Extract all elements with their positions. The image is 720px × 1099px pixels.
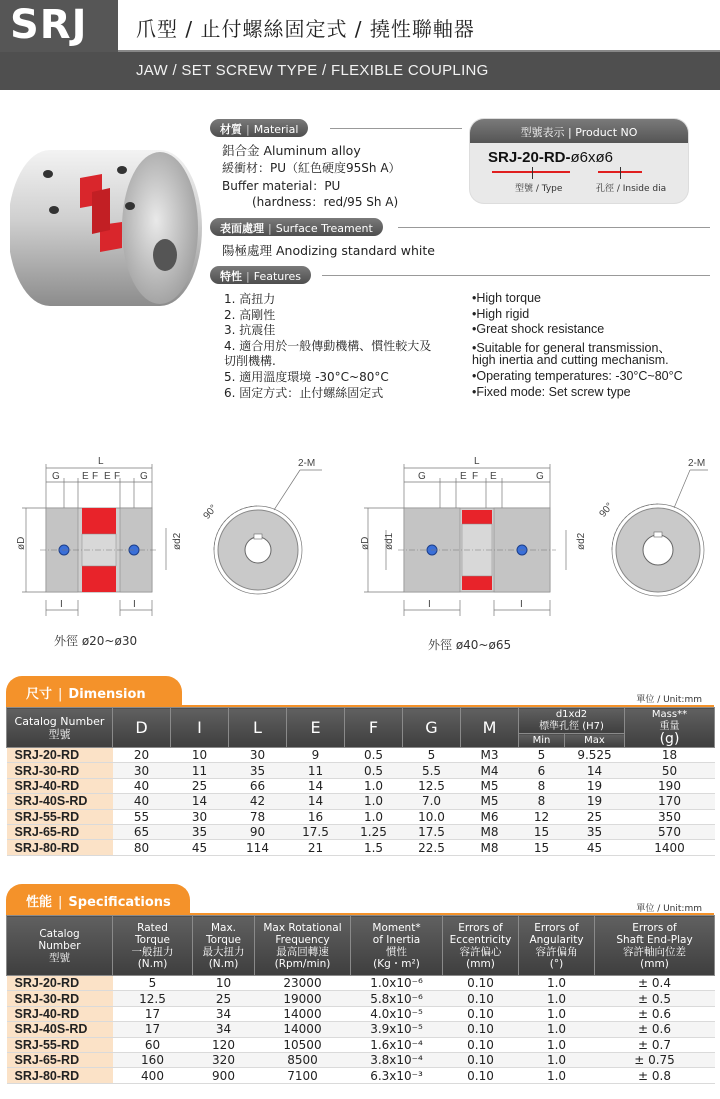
dimension-cell: 11 (287, 763, 345, 778)
spec-cell: 14000 (255, 1006, 351, 1021)
dim-label-I2-large: I (520, 599, 523, 610)
dimension-cell: 19 (565, 778, 625, 793)
feature-zh-item: 切削機構. (224, 354, 276, 369)
dim-label-d2-large: ød2 (576, 532, 587, 550)
col-E: E (287, 708, 345, 748)
dimension-cell: 30 (171, 809, 229, 824)
dimension-cell: 5 (519, 748, 565, 763)
dimension-cell: 8 (519, 794, 565, 809)
features-tab: 特性 | Features (210, 266, 311, 284)
dimension-cell: 65 (113, 824, 171, 839)
material-line-2: 緩衝材：PU（紅色硬度95Sh A） (222, 161, 401, 175)
spec-cell: 1.0 (519, 1052, 595, 1067)
product-no-header: 型號表示 | Product NO (470, 119, 688, 143)
spec-cell: 10 (193, 976, 255, 991)
spec-cell: ± 0.75 (595, 1052, 715, 1067)
feature-zh-item: 1. 高扭力 (224, 292, 276, 306)
dimension-cell: 22.5 (403, 840, 461, 855)
dim-label-E-large: E (460, 471, 467, 482)
dim-label-L: L (98, 456, 104, 467)
spec-cell: 0.10 (443, 1037, 519, 1052)
page-subtitle: JAW / SET SCREW TYPE / FLEXIBLE COUPLING (136, 62, 489, 79)
dimension-cell: 170 (625, 794, 715, 809)
spec-cell: 60 (113, 1037, 193, 1052)
spec-cell: 400 (113, 1068, 193, 1083)
dimension-cell: 14 (171, 794, 229, 809)
spec-cell: 23000 (255, 976, 351, 991)
dimension-cell: 35 (565, 824, 625, 839)
catalog-number-cell: SRJ-20-RD (7, 748, 113, 763)
dimension-row (7, 763, 715, 778)
type-label: 型號 / Type (515, 184, 563, 194)
product-photo (10, 130, 205, 310)
col-I: I (171, 708, 229, 748)
dimension-cell: 1.0 (345, 778, 403, 793)
dimension-tab: 尺寸 | Dimension (6, 676, 182, 706)
dim-label-F-large: F (472, 471, 479, 482)
dim-label-D: øD (16, 536, 27, 550)
dimension-cell: 25 (171, 778, 229, 793)
spec-cell: 1.0 (519, 1022, 595, 1037)
spec-cell: ± 0.7 (595, 1037, 715, 1052)
spec-cell: 6.3x10⁻³ (351, 1068, 443, 1083)
dimension-row (7, 748, 715, 763)
spec-col-header: Moment* of Inertia 慣性 (Kg・m²) (351, 916, 443, 976)
specification-row (7, 1006, 715, 1021)
dim-label-d1-large: ød1 (384, 532, 395, 550)
spec-cell: 5.8x10⁻⁶ (351, 991, 443, 1006)
dimension-cell: 78 (229, 809, 287, 824)
dimension-cell: 0.5 (345, 763, 403, 778)
inside-dia-label: 孔徑 / Inside dia (596, 184, 667, 194)
spec-cell: ± 0.6 (595, 1022, 715, 1037)
spec-cell: ± 0.6 (595, 1006, 715, 1021)
catalog-number-cell: SRJ-40S-RD (7, 794, 113, 809)
spec-cell: 0.10 (443, 1022, 519, 1037)
spec-cell: ± 0.4 (595, 976, 715, 991)
dim-label-I-large: I (428, 599, 431, 610)
dimension-cell: 1.0 (345, 794, 403, 809)
material-line-4: (hardness：red/95 Sh A) (252, 195, 399, 209)
spec-cell: 25 (193, 991, 255, 1006)
spec-col-header: Rated Torque 一般扭力 (N.m) (113, 916, 193, 976)
spec-cell: ± 0.5 (595, 991, 715, 1006)
dimension-cell: 45 (565, 840, 625, 855)
col-G: G (403, 708, 461, 748)
dimension-cell: 10 (171, 748, 229, 763)
specification-row (7, 1037, 715, 1052)
dimension-cell: 80 (113, 840, 171, 855)
caption-large-coupling: 外徑 ø40~ø65 (428, 638, 512, 652)
dimension-cell: 12.5 (403, 778, 461, 793)
feature-en-item: •Fixed mode: Set screw type (472, 384, 631, 399)
dim-label-E2-large: E (490, 471, 497, 482)
dim-label-E: E (82, 471, 89, 482)
dimension-cell: 14 (287, 794, 345, 809)
dimension-cell: 25 (565, 809, 625, 824)
feature-en-item: •Operating temperatures: -30°C~80°C (472, 369, 683, 383)
spec-cell: 8500 (255, 1052, 351, 1067)
spec-col-header: Catalog Number 型號 (7, 916, 113, 976)
dimension-cell: 16 (287, 809, 345, 824)
spec-col-header: Errors of Angularity 容許偏角 (°) (519, 916, 595, 976)
catalog-number-cell: SRJ-20-RD (7, 976, 113, 991)
spec-cell: 1.0 (519, 1068, 595, 1083)
spec-cell: 17 (113, 1022, 193, 1037)
dim-label-F2: F (114, 471, 121, 482)
material-line-3: Buffer material：PU (222, 179, 341, 193)
col-M: M (461, 708, 519, 748)
surface-tab: 表面處理 | Surface Treament (210, 218, 383, 236)
dimension-cell: 5.5 (403, 763, 461, 778)
dimension-cell: M8 (461, 840, 519, 855)
dimension-row (7, 778, 715, 793)
col-max: Max (565, 734, 625, 748)
catalog-number-cell: SRJ-55-RD (7, 809, 113, 824)
spec-cell: 17 (113, 1006, 193, 1021)
dimension-cell: 35 (229, 763, 287, 778)
catalog-number-cell: SRJ-55-RD (7, 1037, 113, 1052)
dimension-cell: 15 (519, 824, 565, 839)
spec-cell: 19000 (255, 991, 351, 1006)
specification-row (7, 1068, 715, 1083)
spec-cell: 14000 (255, 1022, 351, 1037)
feature-zh-item: 2. 高剛性 (224, 307, 276, 322)
feature-en-item: •Suitable for general transmission、 (472, 340, 671, 355)
dimension-cell: 0.5 (345, 748, 403, 763)
dimension-cell: 55 (113, 809, 171, 824)
dimension-cell: M6 (461, 809, 519, 824)
dimension-cell: M8 (461, 824, 519, 839)
feature-zh-item: 6. 固定方式：止付螺絲固定式 (224, 385, 384, 400)
feature-zh-item: 5. 適用溫度環境 -30°C~80°C (224, 370, 389, 384)
dim-label-E2: E (104, 471, 111, 482)
dim-label-90: 90° (201, 502, 220, 522)
spec-cell: 10500 (255, 1037, 351, 1052)
dim-label-G: G (52, 471, 60, 482)
material-tab: 材質 | Material (210, 119, 308, 137)
dimension-cell: 42 (229, 794, 287, 809)
dimension-cell: 570 (625, 824, 715, 839)
catalog-number-cell: SRJ-30-RD (7, 763, 113, 778)
page-title: 爪型 / 止付螺絲固定式 / 撓性聯軸器 (136, 17, 475, 41)
spec-cell: 160 (113, 1052, 193, 1067)
dim-label-G2-large: G (536, 471, 544, 482)
dim-label-90-large: 90° (597, 500, 616, 520)
spec-cell: 1.0 (519, 1006, 595, 1021)
spec-cell: 7100 (255, 1068, 351, 1083)
dimension-table (6, 707, 715, 856)
feature-en-item: •High rigid (472, 306, 530, 321)
spec-cell: 3.8x10⁻⁴ (351, 1052, 443, 1067)
feature-zh-item: 4. 適合用於一般傳動機構、慣性較大及 (224, 338, 432, 353)
catalog-number-cell: SRJ-40-RD (7, 1006, 113, 1021)
dimension-cell: M5 (461, 794, 519, 809)
spec-col-header: Max Rotational Frequency 最高回轉速 (Rpm/min) (255, 916, 351, 976)
dimension-cell: 15 (519, 840, 565, 855)
spec-cell: 12.5 (113, 991, 193, 1006)
dimension-cell: 1.25 (345, 824, 403, 839)
dimension-cell: 18 (625, 748, 715, 763)
dim-label-L-large: L (474, 456, 480, 467)
spec-cell: 1.0x10⁻⁶ (351, 976, 443, 991)
dimension-cell: M4 (461, 763, 519, 778)
surface-line: 陽極處理 Anodizing standard white (222, 243, 435, 258)
dimension-cell: 6 (519, 763, 565, 778)
dimension-cell: 50 (625, 763, 715, 778)
col-F: F (345, 708, 403, 748)
spec-cell: 34 (193, 1022, 255, 1037)
product-no-code: SRJ-20-RD-ø6xø6 (488, 149, 614, 166)
dimension-cell: 30 (229, 748, 287, 763)
catalog-number-cell: SRJ-65-RD (7, 824, 113, 839)
dimension-cell: 9 (287, 748, 345, 763)
dimension-cell: 10.0 (403, 809, 461, 824)
dim-label-I: I (60, 599, 63, 610)
dimension-cell: 35 (171, 824, 229, 839)
dimension-cell: 1.5 (345, 840, 403, 855)
specification-row (7, 1052, 715, 1067)
spec-cell: 0.10 (443, 1052, 519, 1067)
spec-col-header: Max. Torque 最大扭力 (N.m) (193, 916, 255, 976)
spec-cell: 1.0 (519, 976, 595, 991)
dimension-cell: 90 (229, 824, 287, 839)
spec-cell: 120 (193, 1037, 255, 1052)
dimension-cell: 45 (171, 840, 229, 855)
feature-en-item: high inertia and cutting mechanism. (472, 353, 669, 368)
spec-cell: 0.10 (443, 991, 519, 1006)
col-min: Min (519, 734, 565, 748)
dim-label-2M: 2-M (298, 458, 316, 469)
dimension-cell: 17.5 (287, 824, 345, 839)
catalog-number-cell: SRJ-30-RD (7, 991, 113, 1006)
dimension-cell: 30 (113, 763, 171, 778)
dimension-cell: M3 (461, 748, 519, 763)
spec-cell: ± 0.8 (595, 1068, 715, 1083)
material-line-1: 鋁合金 Aluminum alloy (222, 143, 361, 158)
col-mass: Mass** 重量 (g) (625, 708, 715, 748)
col-d1d2: d1xd2 標準孔徑 (H7) (519, 708, 625, 734)
feature-en-item: •Great shock resistance (472, 322, 605, 337)
specification-row (7, 1022, 715, 1037)
dimension-cell: 114 (229, 840, 287, 855)
dim-label-d2: ød2 (172, 532, 183, 550)
specifications-tab: 性能 | Specifications (6, 884, 190, 914)
dimension-row (7, 824, 715, 839)
dimension-cell: 5 (403, 748, 461, 763)
spec-cell: 1.6x10⁻⁴ (351, 1037, 443, 1052)
spec-cell: 900 (193, 1068, 255, 1083)
specifications-unit: 單位 / Unit:mm (636, 904, 702, 914)
dimension-cell: 190 (625, 778, 715, 793)
dimension-cell: 12 (519, 809, 565, 824)
logo: SRJ (10, 2, 88, 48)
col-D: D (113, 708, 171, 748)
dimension-cell: 11 (171, 763, 229, 778)
dimension-cell: 8 (519, 778, 565, 793)
dimension-cell: M5 (461, 778, 519, 793)
dimension-cell: 1.0 (345, 809, 403, 824)
catalog-number-cell: SRJ-40S-RD (7, 1022, 113, 1037)
dimension-cell: 14 (287, 778, 345, 793)
product-no-box (470, 119, 688, 203)
specification-row (7, 976, 715, 991)
catalog-number-cell: SRJ-40-RD (7, 778, 113, 793)
dimension-cell: 14 (565, 763, 625, 778)
feature-zh-item: 3. 抗震佳 (224, 323, 276, 338)
dimension-cell: 21 (287, 840, 345, 855)
spec-cell: 0.10 (443, 976, 519, 991)
dim-label-D-large: øD (360, 536, 371, 550)
page-header (0, 0, 720, 90)
spec-cell: 3.9x10⁻⁵ (351, 1022, 443, 1037)
spec-cell: 0.10 (443, 1068, 519, 1083)
feature-en-item: •High torque (472, 291, 542, 305)
dim-label-G2: G (140, 471, 148, 482)
dimension-cell: 7.0 (403, 794, 461, 809)
dimension-row (7, 809, 715, 824)
caption-small-coupling: 外徑 ø20~ø30 (54, 634, 138, 648)
dimension-cell: 40 (113, 778, 171, 793)
dimension-cell: 66 (229, 778, 287, 793)
spec-col-header: Errors of Shaft End-Play 容許軸向位差 (mm) (595, 916, 715, 976)
catalog-number-cell: SRJ-80-RD (7, 1068, 113, 1083)
dimension-row (7, 840, 715, 855)
spec-col-header: Errors of Eccentricity 容許偏心 (mm) (443, 916, 519, 976)
dimension-cell: 350 (625, 809, 715, 824)
dimension-cell: 19 (565, 794, 625, 809)
dimension-cell: 9.525 (565, 748, 625, 763)
dim-label-I2: I (133, 599, 136, 610)
dimension-cell: 40 (113, 794, 171, 809)
catalog-number-cell: SRJ-80-RD (7, 840, 113, 855)
spec-cell: 34 (193, 1006, 255, 1021)
dimension-cell: 20 (113, 748, 171, 763)
dimension-cell: 17.5 (403, 824, 461, 839)
catalog-number-cell: SRJ-65-RD (7, 1052, 113, 1067)
technical-drawings (0, 450, 720, 660)
col-catalog: Catalog Number 型號 (7, 708, 113, 748)
specifications-table (6, 915, 715, 1084)
dim-label-G-large: G (418, 471, 426, 482)
col-L: L (229, 708, 287, 748)
spec-cell: 4.0x10⁻⁵ (351, 1006, 443, 1021)
spec-cell: 0.10 (443, 1006, 519, 1021)
specification-row (7, 991, 715, 1006)
dimension-cell: 1400 (625, 840, 715, 855)
dimension-row (7, 794, 715, 809)
dimension-unit: 單位 / Unit:mm (636, 695, 702, 705)
spec-cell: 1.0 (519, 991, 595, 1006)
spec-cell: 1.0 (519, 1037, 595, 1052)
logo-box (0, 0, 118, 52)
dim-label-2M-large: 2-M (688, 458, 706, 469)
spec-cell: 5 (113, 976, 193, 991)
spec-cell: 320 (193, 1052, 255, 1067)
dim-label-F: F (92, 471, 99, 482)
